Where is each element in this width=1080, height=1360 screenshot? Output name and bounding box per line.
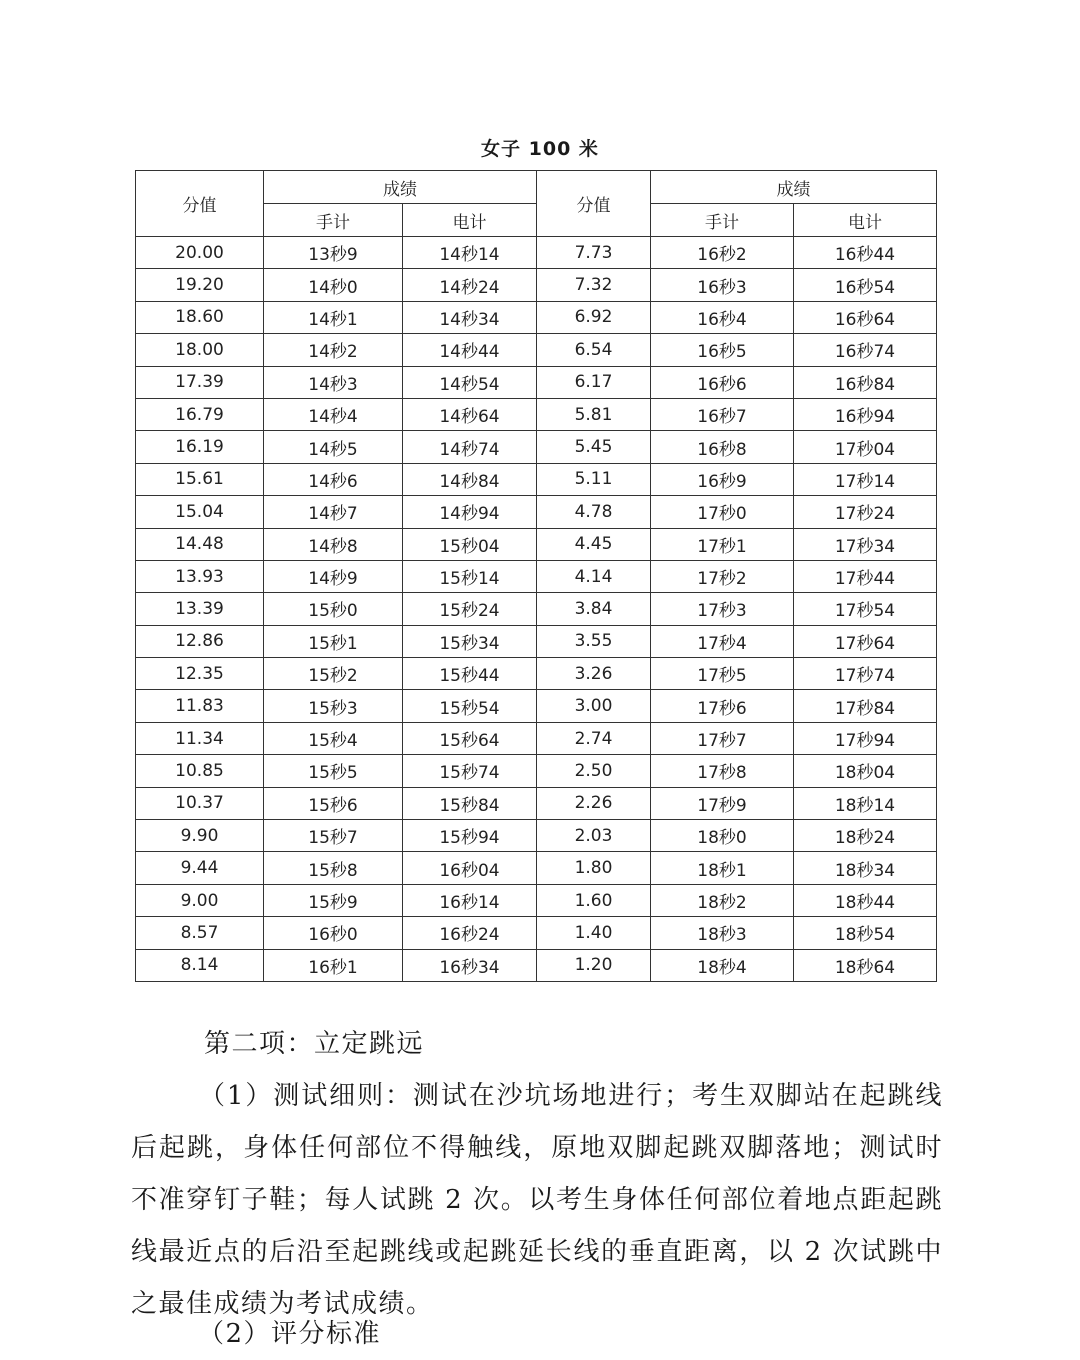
cell-score-left: 13.93 — [136, 560, 264, 592]
cell-manual-left: 13秒9 — [264, 237, 403, 269]
cell-manual-right: 18秒4 — [651, 949, 794, 981]
table-body — [136, 237, 937, 982]
cell-manual-left: 14秒2 — [264, 334, 403, 366]
cell-manual-left: 14秒3 — [264, 366, 403, 398]
cell-score-left: 9.90 — [136, 820, 264, 852]
cell-electronic-right: 18秒64 — [794, 949, 937, 981]
cell-electronic-left: 14秒24 — [403, 269, 537, 301]
cell-electronic-left: 14秒64 — [403, 398, 537, 430]
cell-manual-left: 15秒7 — [264, 820, 403, 852]
cell-score-left: 15.04 — [136, 496, 264, 528]
cell-score-left: 16.19 — [136, 431, 264, 463]
header-score-left: 分值 — [136, 171, 264, 237]
section-title: 第二项：立定跳远 — [204, 1029, 425, 1059]
cell-score-right: 2.26 — [537, 787, 651, 819]
table-row — [136, 269, 937, 301]
cell-manual-right: 17秒2 — [651, 560, 794, 592]
cell-score-right: 4.14 — [537, 560, 651, 592]
header-manual-left: 手计 — [264, 204, 403, 237]
cell-electronic-right: 18秒54 — [794, 917, 937, 949]
cell-manual-left: 15秒9 — [264, 884, 403, 916]
table-row — [136, 593, 937, 625]
cell-score-right: 4.45 — [537, 528, 651, 560]
cell-manual-right: 16秒2 — [651, 237, 794, 269]
cell-manual-right: 17秒1 — [651, 528, 794, 560]
cell-manual-left: 15秒8 — [264, 852, 403, 884]
cell-manual-left: 14秒5 — [264, 431, 403, 463]
cell-manual-left: 16秒1 — [264, 949, 403, 981]
cell-manual-left: 14秒0 — [264, 269, 403, 301]
scoring-subtitle: （2）评分标准 — [198, 1319, 382, 1349]
cell-electronic-left: 15秒14 — [403, 560, 537, 592]
rules-paragraph: （1）测试细则：测试在沙坑场地进行；考生双脚站在起跳线后起跳，身体任何部位不得触线，原地双脚起跳双脚落地；测试时不准穿钉子鞋；每人试跳 2 次。以考生身体任何部位着地点距起跳线最近点的后沿至起跳线或起跳延长线的垂直距离，以 2 次试跳中之最佳成绩为考试成绩。 — [131, 1081, 943, 1319]
cell-manual-left: 14秒8 — [264, 528, 403, 560]
cell-score-left: 12.35 — [136, 658, 264, 690]
cell-electronic-left: 14秒94 — [403, 496, 537, 528]
cell-score-right: 1.60 — [537, 884, 651, 916]
cell-manual-left: 15秒4 — [264, 722, 403, 754]
cell-electronic-left: 15秒04 — [403, 528, 537, 560]
cell-electronic-right: 16秒84 — [794, 366, 937, 398]
table-row — [136, 528, 937, 560]
cell-electronic-left: 15秒24 — [403, 593, 537, 625]
table-row — [136, 820, 937, 852]
cell-electronic-right: 16秒94 — [794, 398, 937, 430]
cell-score-right: 7.32 — [537, 269, 651, 301]
header-result-left: 成绩 — [264, 171, 537, 204]
header-electronic-right: 电计 — [794, 204, 937, 237]
cell-score-right: 5.45 — [537, 431, 651, 463]
cell-manual-left: 15秒0 — [264, 593, 403, 625]
cell-score-left: 12.86 — [136, 625, 264, 657]
cell-electronic-left: 14秒74 — [403, 431, 537, 463]
cell-electronic-left: 15秒44 — [403, 658, 537, 690]
cell-manual-left: 14秒9 — [264, 560, 403, 592]
cell-electronic-right: 16秒64 — [794, 301, 937, 333]
cell-electronic-right: 17秒24 — [794, 496, 937, 528]
cell-electronic-left: 14秒34 — [403, 301, 537, 333]
table-row — [136, 917, 937, 949]
header-electronic-left: 电计 — [403, 204, 537, 237]
cell-electronic-left: 15秒64 — [403, 722, 537, 754]
table-row — [136, 625, 937, 657]
cell-score-left: 10.85 — [136, 755, 264, 787]
cell-score-left: 17.39 — [136, 366, 264, 398]
header-manual-right: 手计 — [651, 204, 794, 237]
cell-electronic-right: 17秒94 — [794, 722, 937, 754]
table-row — [136, 690, 937, 722]
cell-manual-right: 17秒0 — [651, 496, 794, 528]
cell-score-left: 16.79 — [136, 398, 264, 430]
table-row — [136, 787, 937, 819]
table-row — [136, 755, 937, 787]
cell-electronic-left: 14秒54 — [403, 366, 537, 398]
cell-manual-left: 14秒6 — [264, 463, 403, 495]
cell-electronic-right: 17秒54 — [794, 593, 937, 625]
cell-electronic-right: 17秒74 — [794, 658, 937, 690]
table-row — [136, 658, 937, 690]
cell-electronic-right: 17秒44 — [794, 560, 937, 592]
table-row — [136, 301, 937, 333]
cell-electronic-right: 17秒14 — [794, 463, 937, 495]
cell-score-left: 19.20 — [136, 269, 264, 301]
cell-electronic-left: 14秒44 — [403, 334, 537, 366]
table-row — [136, 463, 937, 495]
cell-score-left: 8.57 — [136, 917, 264, 949]
cell-electronic-left: 14秒14 — [403, 237, 537, 269]
cell-electronic-left: 14秒84 — [403, 463, 537, 495]
cell-score-right: 2.50 — [537, 755, 651, 787]
cell-manual-left: 15秒1 — [264, 625, 403, 657]
cell-manual-right: 17秒5 — [651, 658, 794, 690]
cell-manual-left: 15秒2 — [264, 658, 403, 690]
cell-manual-right: 17秒9 — [651, 787, 794, 819]
table-row — [136, 884, 937, 916]
table-header-row — [136, 171, 937, 204]
cell-score-left: 8.14 — [136, 949, 264, 981]
cell-electronic-right: 18秒04 — [794, 755, 937, 787]
cell-score-left: 18.00 — [136, 334, 264, 366]
cell-score-left: 9.44 — [136, 852, 264, 884]
cell-manual-left: 14秒7 — [264, 496, 403, 528]
cell-manual-right: 16秒7 — [651, 398, 794, 430]
cell-manual-right: 17秒6 — [651, 690, 794, 722]
cell-electronic-left: 16秒24 — [403, 917, 537, 949]
cell-score-right: 3.00 — [537, 690, 651, 722]
cell-manual-right: 18秒1 — [651, 852, 794, 884]
cell-score-right: 5.11 — [537, 463, 651, 495]
cell-score-left: 14.48 — [136, 528, 264, 560]
cell-electronic-left: 15秒74 — [403, 755, 537, 787]
cell-score-right: 5.81 — [537, 398, 651, 430]
cell-electronic-right: 18秒44 — [794, 884, 937, 916]
cell-score-right: 6.17 — [537, 366, 651, 398]
table-row — [136, 496, 937, 528]
cell-manual-left: 16秒0 — [264, 917, 403, 949]
table-row — [136, 237, 937, 269]
cell-manual-right: 18秒0 — [651, 820, 794, 852]
header-score-right: 分值 — [537, 171, 651, 237]
cell-manual-right: 17秒3 — [651, 593, 794, 625]
cell-electronic-right: 16秒74 — [794, 334, 937, 366]
cell-manual-right: 16秒9 — [651, 463, 794, 495]
cell-electronic-right: 18秒14 — [794, 787, 937, 819]
cell-score-right: 4.78 — [537, 496, 651, 528]
cell-electronic-right: 16秒44 — [794, 237, 937, 269]
table-row — [136, 852, 937, 884]
cell-score-right: 2.74 — [537, 722, 651, 754]
table-row — [136, 366, 937, 398]
cell-electronic-right: 16秒54 — [794, 269, 937, 301]
cell-score-left: 15.61 — [136, 463, 264, 495]
cell-manual-right: 18秒3 — [651, 917, 794, 949]
cell-score-right: 3.26 — [537, 658, 651, 690]
cell-electronic-left: 16秒34 — [403, 949, 537, 981]
cell-score-left: 20.00 — [136, 237, 264, 269]
cell-score-left: 11.83 — [136, 690, 264, 722]
cell-manual-right: 17秒4 — [651, 625, 794, 657]
cell-manual-right: 16秒3 — [651, 269, 794, 301]
table-row — [136, 334, 937, 366]
score-table — [135, 170, 937, 982]
cell-manual-right: 16秒8 — [651, 431, 794, 463]
cell-manual-left: 15秒5 — [264, 755, 403, 787]
table-title: 女子 100 米 — [481, 138, 599, 160]
cell-electronic-left: 16秒04 — [403, 852, 537, 884]
cell-electronic-left: 16秒14 — [403, 884, 537, 916]
cell-score-right: 1.20 — [537, 949, 651, 981]
cell-manual-right: 16秒6 — [651, 366, 794, 398]
cell-manual-right: 17秒7 — [651, 722, 794, 754]
cell-score-right: 6.54 — [537, 334, 651, 366]
cell-score-left: 10.37 — [136, 787, 264, 819]
table-row — [136, 722, 937, 754]
cell-electronic-left: 15秒84 — [403, 787, 537, 819]
cell-score-left: 11.34 — [136, 722, 264, 754]
cell-electronic-right: 18秒24 — [794, 820, 937, 852]
cell-score-right: 2.03 — [537, 820, 651, 852]
cell-electronic-right: 17秒34 — [794, 528, 937, 560]
cell-manual-left: 15秒6 — [264, 787, 403, 819]
cell-manual-left: 14秒4 — [264, 398, 403, 430]
table-row — [136, 949, 937, 981]
table-row — [136, 398, 937, 430]
cell-manual-right: 16秒4 — [651, 301, 794, 333]
cell-score-left: 9.00 — [136, 884, 264, 916]
cell-score-left: 18.60 — [136, 301, 264, 333]
cell-score-right: 6.92 — [537, 301, 651, 333]
cell-electronic-right: 17秒84 — [794, 690, 937, 722]
table-row — [136, 431, 937, 463]
cell-score-right: 3.84 — [537, 593, 651, 625]
cell-manual-right: 16秒5 — [651, 334, 794, 366]
cell-electronic-right: 17秒64 — [794, 625, 937, 657]
cell-manual-right: 17秒8 — [651, 755, 794, 787]
header-result-right: 成绩 — [651, 171, 937, 204]
cell-score-right: 1.40 — [537, 917, 651, 949]
cell-score-left: 13.39 — [136, 593, 264, 625]
cell-electronic-left: 15秒54 — [403, 690, 537, 722]
cell-electronic-right: 18秒34 — [794, 852, 937, 884]
table-row — [136, 560, 937, 592]
cell-manual-left: 15秒3 — [264, 690, 403, 722]
cell-electronic-left: 15秒94 — [403, 820, 537, 852]
cell-manual-left: 14秒1 — [264, 301, 403, 333]
cell-score-right: 7.73 — [537, 237, 651, 269]
cell-electronic-left: 15秒34 — [403, 625, 537, 657]
cell-score-right: 3.55 — [537, 625, 651, 657]
cell-manual-right: 18秒2 — [651, 884, 794, 916]
cell-score-right: 1.80 — [537, 852, 651, 884]
cell-electronic-right: 17秒04 — [794, 431, 937, 463]
